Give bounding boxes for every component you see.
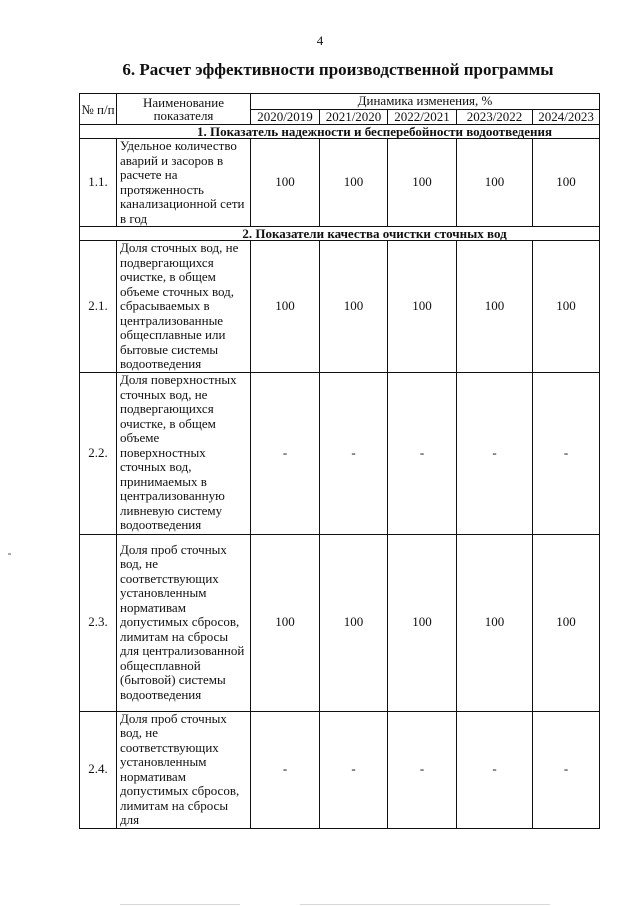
section-row [80,125,600,139]
value-cell: 100 [388,534,457,711]
value-cell: - [388,711,457,828]
year-header: 2023/2022 [457,109,533,125]
indicator-name: Доля проб сточных вод, не соответствующих установленным нормативам допустимых сбросов, лимитам на сбросы для [117,711,251,828]
value-cell: 100 [388,139,457,227]
row-number: 2.1. [80,241,117,373]
value-cell: 100 [251,139,320,227]
header-num-cell [80,94,117,125]
header-dynamics-cell [251,94,600,110]
year-header: 2022/2021 [388,109,457,125]
section-row [80,227,600,241]
row-number: 2.3. [80,534,117,711]
table-row [80,241,600,373]
value-cell: - [457,711,533,828]
value-cell: 100 [533,241,600,373]
value-cell: 100 [320,139,388,227]
header-dynamics-label: Динамика изменения, % [357,93,493,108]
value-cell: - [533,711,600,828]
value-cell: - [320,372,388,534]
section-title: 2. Показатели качества очистки сточных вод [80,227,600,241]
row-number: 2.2. [80,372,117,534]
indicator-name: Удельное количество аварий и засоров в расчете на протяженность канализационной сети в год [117,139,251,227]
year-header: 2020/2019 [251,109,320,125]
value-cell: 100 [457,241,533,373]
table-row [80,139,600,227]
year-header: 2021/2020 [320,109,388,125]
section-title: 1. Показатель надежности и бесперебойности водоотведения [80,125,600,139]
page-title: 6. Расчет эффективности производственной программы [122,60,554,79]
value-cell: 100 [457,139,533,227]
table-row [80,534,600,711]
efficiency-table [79,93,600,829]
indicator-name: Доля поверхностных сточных вод, не подвергающихся очистке, в общем объеме поверхностных сточных вод, принимаемых в централизованную ливневую систему водоотведения [117,372,251,534]
value-cell: - [320,711,388,828]
year-header: 2024/2023 [533,109,600,125]
header-name-label: Наименование показателя [143,95,224,123]
value-cell: 100 [457,534,533,711]
page-number: 4 [316,33,324,48]
value-cell: 100 [251,534,320,711]
indicator-name: Доля проб сточных вод, не соответствующих установленным нормативам допустимых сбросов, лимитам на сбросы для централизованной общесплавной (бытовой) системы водоотведения [117,534,251,711]
value-cell: 100 [251,241,320,373]
value-cell: 100 [320,534,388,711]
table-row [80,711,600,828]
value-cell: - [533,372,600,534]
table-row [80,372,600,534]
value-cell: - [251,372,320,534]
scan-artifact [8,553,11,555]
value-cell: 100 [533,534,600,711]
row-number: 1.1. [80,139,117,227]
header-name-cell [117,94,251,125]
header-row [80,94,600,110]
row-number: 2.4. [80,711,117,828]
value-cell: 100 [533,139,600,227]
value-cell: - [388,372,457,534]
value-cell: 100 [388,241,457,373]
value-cell: - [251,711,320,828]
header-num-label: № п/п [81,101,115,117]
value-cell: 100 [320,241,388,373]
value-cell: - [457,372,533,534]
indicator-name: Доля сточных вод, не подвергающихся очистке, в общем объеме сточных вод, сбрасываемых в централизованные общесплавные или бытовые системы водоотведения [117,241,251,373]
